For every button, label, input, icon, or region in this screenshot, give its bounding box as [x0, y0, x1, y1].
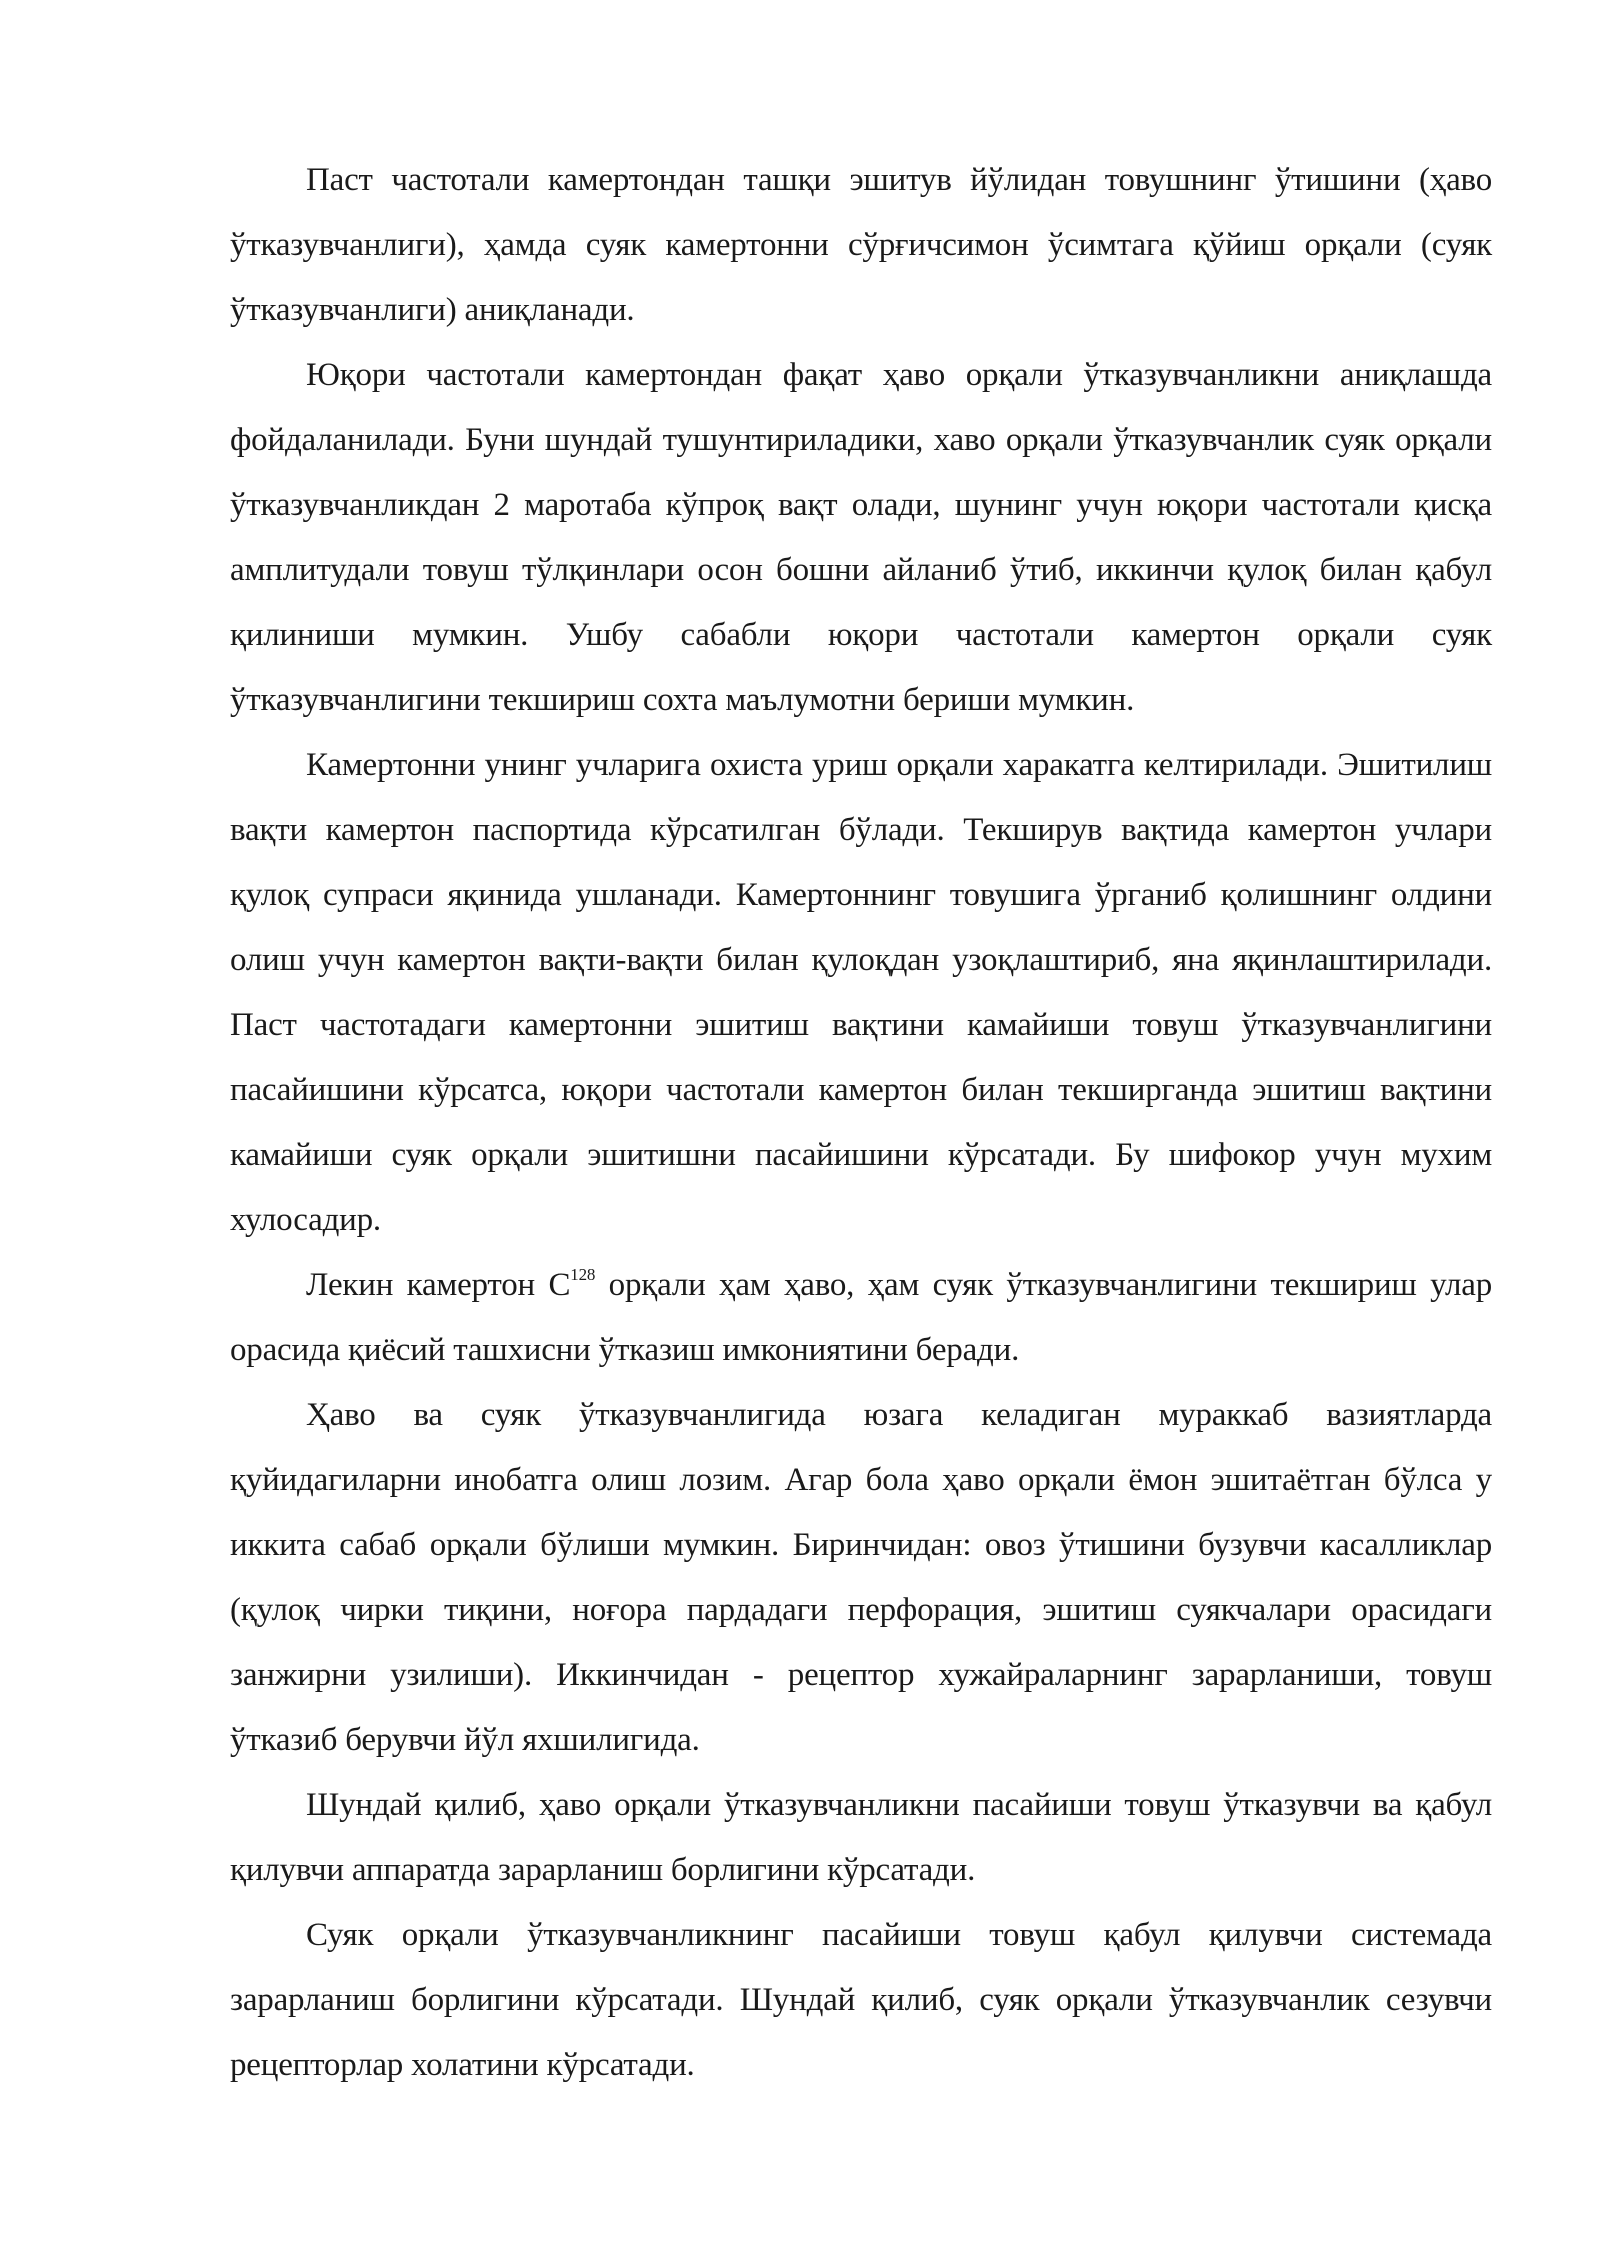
paragraph-complex-situations: Ҳаво ва суяк ўтказувчанлигида юзага келадиган мураккаб вазиятларда қуйидагиларни инобатга олиш лозим. Агар бола ҳаво орқали ёмон эшитаётган бўлса у иккита сабаб орқали бўлиши мумкин. Биринчидан: овоз ўтишини бузувчи касалликлар (қулоқ чирки тиқини, ноғора пардадаги перфорация, эшитиш суякчалари орасидаги занжирни узилиши). Иккинчидан - рецептор хужайраларнинг зарарланиши, товуш ўтказиб берувчи йўл яхшилигида. — [230, 1397, 1492, 1758]
paragraph-low-frequency-tuning-fork: Паст частотали камертондан ташқи эшитув йўлидан товушнинг ўтишини (ҳаво ўтказувчанлиги), ҳамда суяк камертонни сўрғичсимон ўсимтага қўйиш орқали (суяк ўтказувчанлиги) аниқланади. — [230, 162, 1492, 328]
paragraph-c128-tuning-fork — [230, 1253, 1492, 1383]
document-body — [230, 148, 1492, 2098]
paragraph-high-frequency-tuning-fork: Юқори частотали камертондан фақат ҳаво орқали ўтказувчанликни аниқлашда фойдаланилади. Буни шундай тушунтириладики, хаво орқали ўтказувчанлик суяк орқали ўтказувчанликдан 2 маротаба кўпроқ вақт олади, шунинг учун юқори частотали қисқа амплитудали товуш тўлқинлари осон бошни айланиб ўтиб, иккинчи қулоқ билан қабул қилиниши мумкин. Ушбу сабабли юқори частотали камертон орқали суяк ўтказувчанлигини текшириш сохта маълумотни бериши мумкин. — [230, 357, 1492, 718]
c128-text-after: орқали ҳам ҳаво, ҳам суяк ўтказувчанлигини текшириш улар орасида қиёсий ташхисни ўтказиш имкониятини беради. — [230, 1267, 1492, 1368]
paragraph-bone-conduction-conclusion: Суяк орқали ўтказувчанликнинг пасайиши товуш қабул қилувчи системада зарарланиш борлигини кўрсатади. Шундай қилиб, суяк орқали ўтказувчанлик сезувчи рецепторлар холатини кўрсатади. — [230, 1917, 1492, 2083]
c128-text-before: Лекин камертон С — [306, 1267, 571, 1303]
c128-superscript: 128 — [570, 1265, 596, 1284]
paragraph-air-conduction-conclusion: Шундай қилиб, ҳаво орқали ўтказувчанликни пасайиши товуш ўтказувчи ва қабул қилувчи аппаратда зарарланиш борлигини кўрсатади. — [230, 1787, 1492, 1888]
paragraph-tuning-fork-procedure: Камертонни унинг учларига охиста уриш орқали харакатга келтирилади. Эшитилиш вақти камертон паспортида кўрсатилган бўлади. Текширув вақтида камертон учлари қулоқ супраси яқинида ушланади. Камертоннинг товушига ўрганиб қолишнинг олдини олиш учун камертон вақти-вақти билан қулоқдан узоқлаштириб, яна яқинлаштирилади. Паст частотадаги камертонни эшитиш вақтини камайиши товуш ўтказувчанлигини пасайишини кўрсатса, юқори частотали камертон билан текширганда эшитиш вақтини камайиши суяк орқали эшитишни пасайишини кўрсатади. Бу шифокор учун мухим хулосадир. — [230, 747, 1492, 1238]
